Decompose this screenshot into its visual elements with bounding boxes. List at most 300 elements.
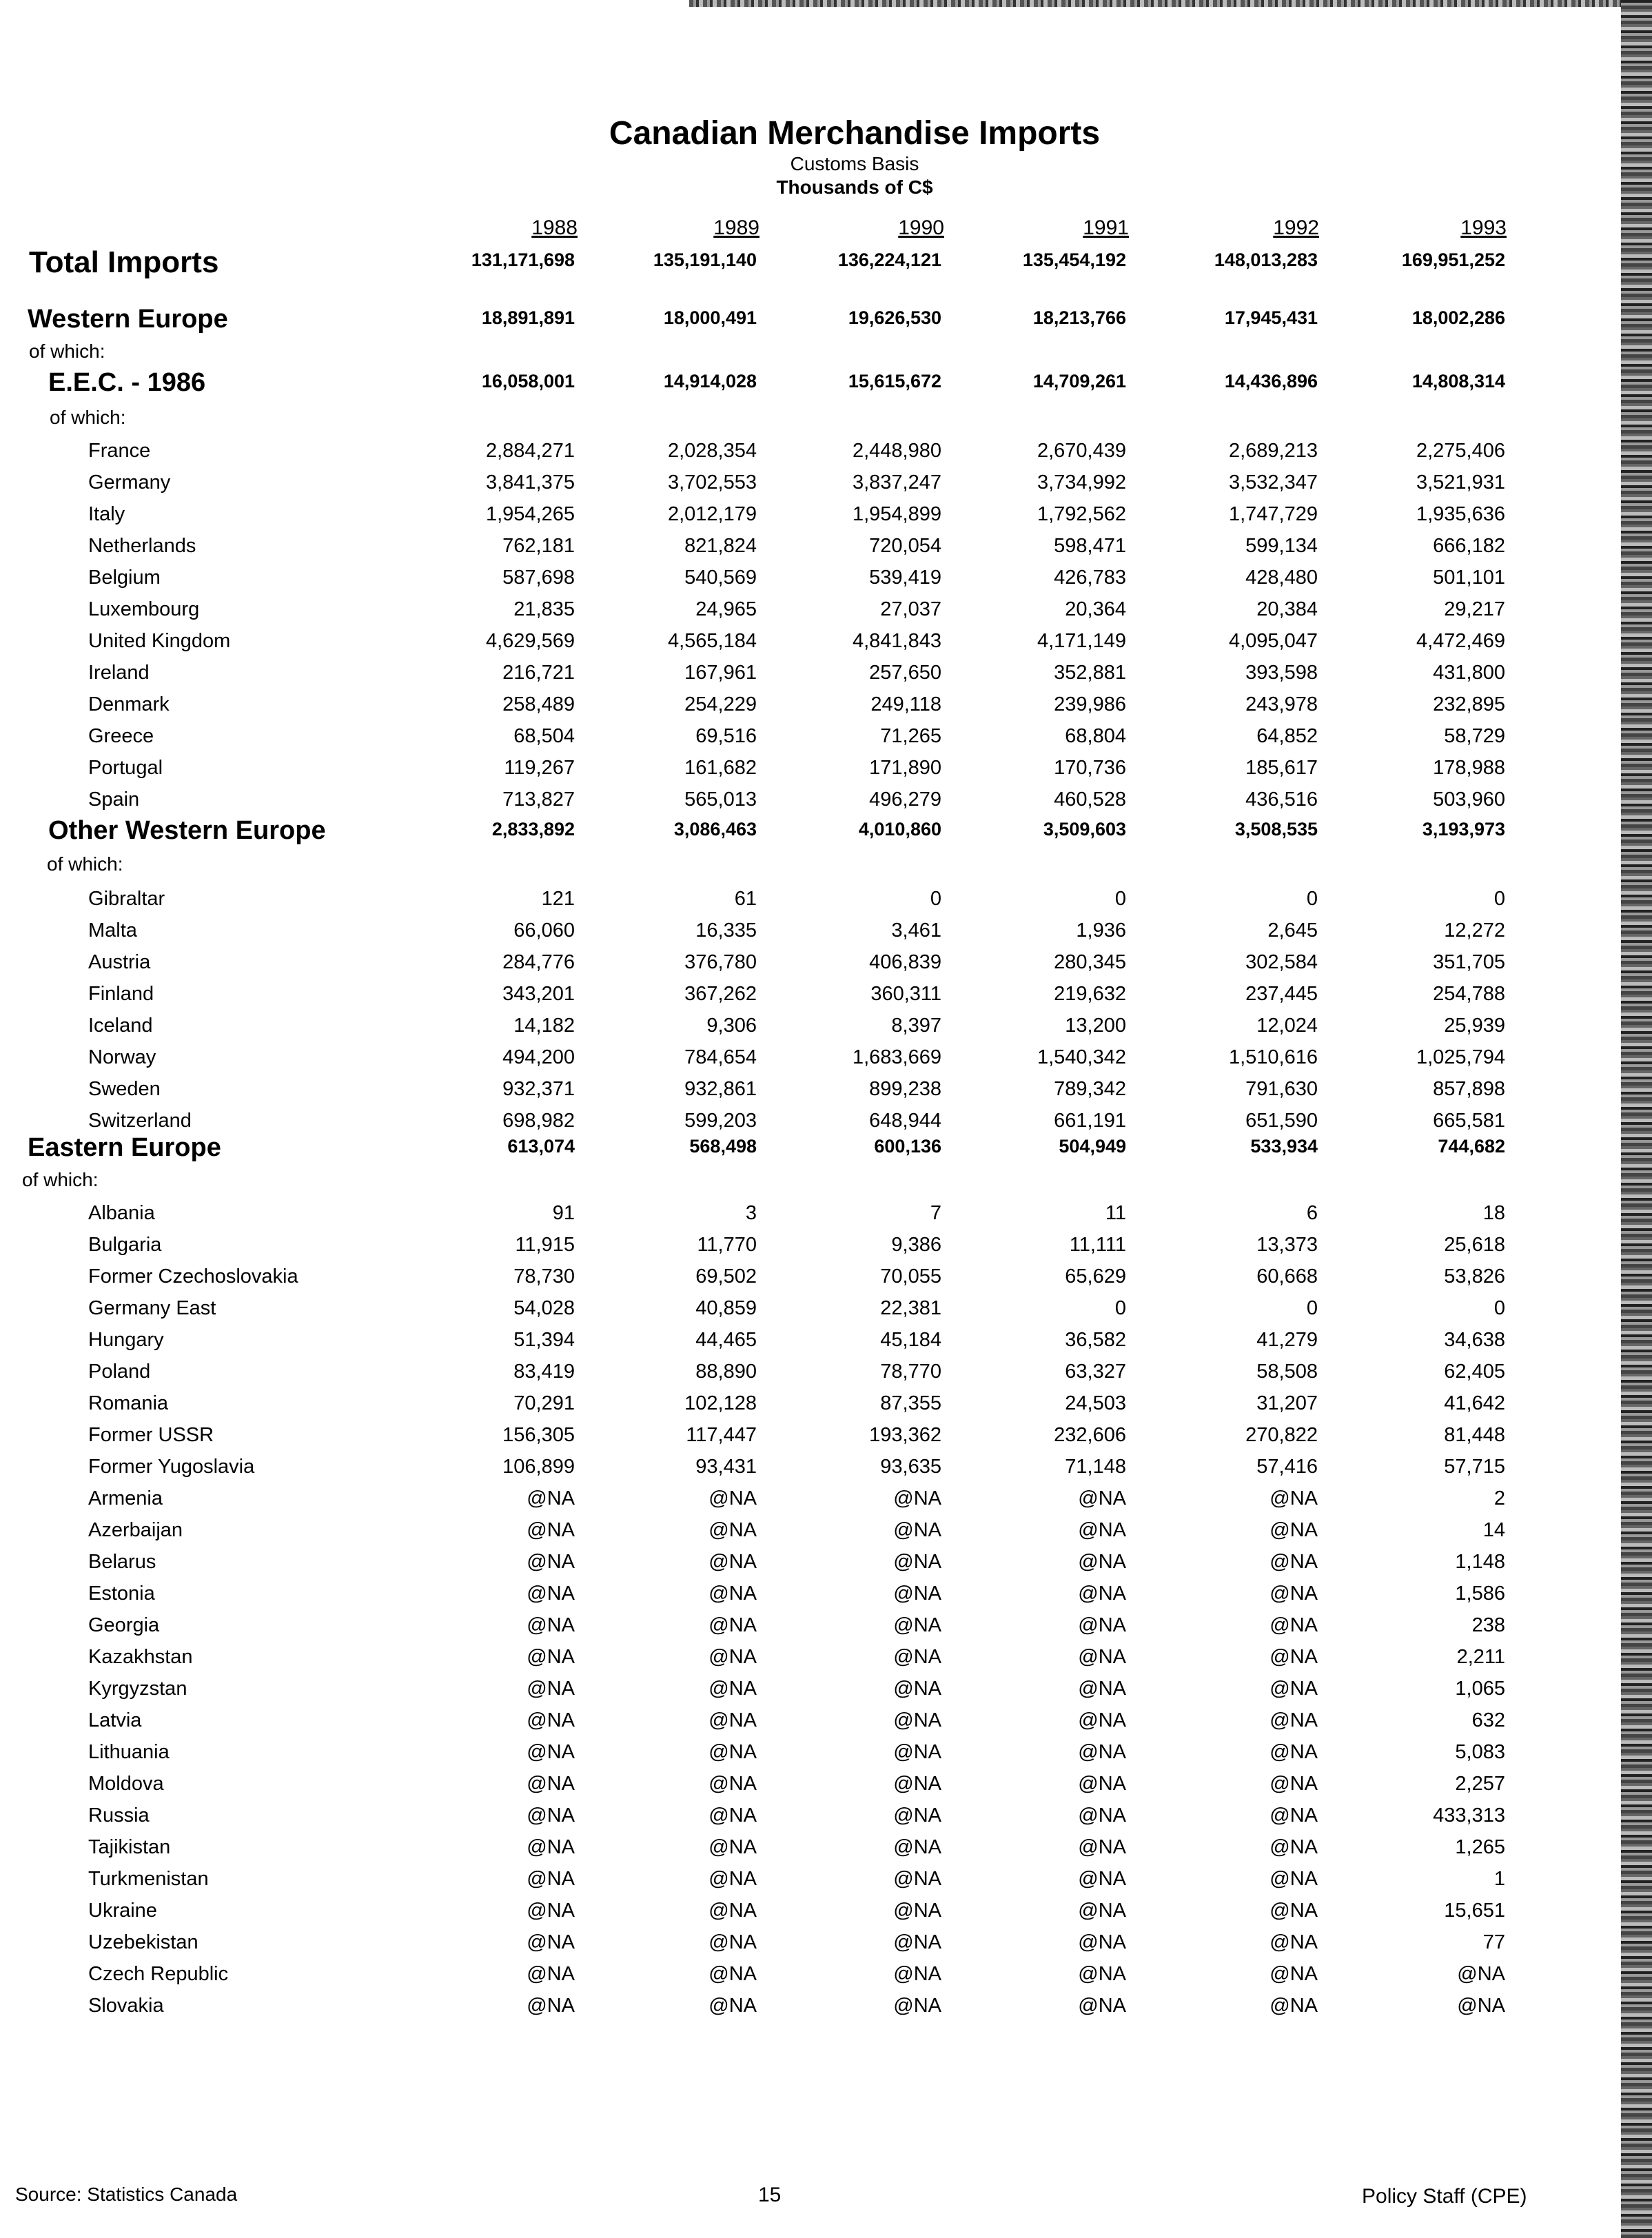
row-label: Bulgaria <box>88 1234 162 1256</box>
country-row-slovakia <box>0 1995 1652 2025</box>
value-1989: @NA <box>708 1900 757 1922</box>
country-row-malta <box>0 919 1652 950</box>
row-label: France <box>88 440 151 462</box>
value-1991: @NA <box>1078 1678 1126 1700</box>
value-1988: @NA <box>527 1804 575 1827</box>
value-1991: 1,540,342 <box>1037 1046 1126 1068</box>
value-1993: 34,638 <box>1444 1329 1505 1351</box>
value-1990: 720,054 <box>869 535 941 557</box>
value-1991: @NA <box>1078 1551 1126 1573</box>
value-1988: 14,182 <box>513 1015 575 1037</box>
value-1990: @NA <box>893 1868 941 1890</box>
row-label: Georgia <box>88 1614 160 1636</box>
row-label: Germany East <box>88 1297 216 1319</box>
value-1990: @NA <box>893 1900 941 1922</box>
value-1989: @NA <box>708 1868 757 1890</box>
value-1990: 7 <box>930 1202 941 1224</box>
value-1990: @NA <box>893 1646 941 1668</box>
country-row-armenia <box>0 1487 1652 1518</box>
value-1988: @NA <box>527 1614 575 1636</box>
of-which-note: of which: <box>50 407 126 428</box>
value-1993: 2,211 <box>1456 1646 1505 1668</box>
value-1991: @NA <box>1078 1963 1126 1985</box>
value-1993: 5,083 <box>1455 1741 1505 1763</box>
value-1992: 6 <box>1306 1202 1318 1224</box>
value-1992: @NA <box>1269 1678 1318 1700</box>
year-header-1989: 1989 <box>713 216 759 239</box>
value-1988: 119,267 <box>504 757 575 779</box>
value-1989: @NA <box>708 1646 757 1668</box>
value-1988: 21,835 <box>513 598 575 620</box>
value-1992: @NA <box>1269 1868 1318 1890</box>
value-1991: 460,528 <box>1054 789 1126 811</box>
value-1989: @NA <box>708 1995 757 2017</box>
value-1992: @NA <box>1269 1487 1318 1509</box>
value-1993: 1,025,794 <box>1416 1046 1505 1068</box>
value-1992: 20,384 <box>1256 598 1318 620</box>
value-1992: 302,584 <box>1245 951 1318 973</box>
country-row-former-ussr <box>0 1424 1652 1454</box>
value-1989: 254,229 <box>684 693 757 715</box>
value-1988: @NA <box>527 1519 575 1541</box>
value-1988: @NA <box>527 1963 575 1985</box>
value-1993: 1,148 <box>1455 1551 1505 1573</box>
value-1992: @NA <box>1269 1900 1318 1922</box>
value-1993: 3,521,931 <box>1416 471 1505 494</box>
value-1993: 665,581 <box>1433 1110 1505 1132</box>
value-1989: @NA <box>708 1931 757 1953</box>
value-1990: 71,265 <box>880 725 941 747</box>
row-label: Iceland <box>88 1015 153 1037</box>
value-1988: @NA <box>527 1900 575 1922</box>
country-row-sweden <box>0 1078 1652 1108</box>
row-label: Poland <box>88 1361 151 1383</box>
row-label: Belarus <box>88 1551 156 1573</box>
row-label: Greece <box>88 725 154 747</box>
row-label: Kazakhstan <box>88 1646 193 1668</box>
value-1991: 219,632 <box>1054 983 1126 1005</box>
country-row-azerbaijan <box>0 1519 1652 1549</box>
value-1993: 0 <box>1493 1297 1505 1319</box>
value-1989: 3,086,463 <box>673 819 757 840</box>
value-1992: @NA <box>1269 1519 1318 1541</box>
value-1989: 161,682 <box>684 757 757 779</box>
value-1988: @NA <box>527 1995 575 2017</box>
value-1992: 599,134 <box>1245 535 1318 557</box>
value-1988: 1,954,265 <box>485 503 575 525</box>
value-1990: @NA <box>893 1804 941 1827</box>
value-1992: 185,617 <box>1245 757 1318 779</box>
value-1991: @NA <box>1078 1900 1126 1922</box>
value-1993: 41,642 <box>1444 1392 1505 1414</box>
country-row-united-kingdom <box>0 630 1652 660</box>
country-row-tajikistan <box>0 1836 1652 1866</box>
country-row-turkmenistan <box>0 1868 1652 1898</box>
value-1991: 20,364 <box>1065 598 1126 620</box>
value-1992: @NA <box>1269 1995 1318 2017</box>
value-1993: 857,898 <box>1433 1078 1505 1100</box>
value-1993: 0 <box>1493 888 1505 910</box>
value-1990: @NA <box>893 1709 941 1731</box>
value-1989: @NA <box>708 1741 757 1763</box>
value-1992: 14,436,896 <box>1224 371 1318 391</box>
value-1990: 1,954,899 <box>852 503 941 525</box>
row-label: Western Europe <box>28 305 228 334</box>
value-1990: 3,461 <box>891 919 941 942</box>
row-label: Turkmenistan <box>88 1868 209 1890</box>
value-1990: @NA <box>893 1614 941 1636</box>
value-1991: 3,509,603 <box>1043 819 1126 840</box>
row-label: Finland <box>88 983 154 1005</box>
value-1992: @NA <box>1269 1741 1318 1763</box>
value-1989: @NA <box>708 1709 757 1731</box>
row-label: Luxembourg <box>88 598 200 620</box>
value-1992: 13,373 <box>1256 1234 1318 1256</box>
value-1991: @NA <box>1078 1931 1126 1953</box>
value-1990: 4,841,843 <box>852 630 941 652</box>
value-1990: 70,055 <box>880 1265 941 1288</box>
value-1988: @NA <box>527 1678 575 1700</box>
value-1992: @NA <box>1269 1614 1318 1636</box>
row-label: Switzerland <box>88 1110 192 1132</box>
value-1990: 539,419 <box>869 567 941 589</box>
value-1990: @NA <box>893 1741 941 1763</box>
value-1990: @NA <box>893 1487 941 1509</box>
value-1990: 2,448,980 <box>852 440 941 462</box>
value-1990: @NA <box>893 1519 941 1541</box>
value-1991: @NA <box>1078 1709 1126 1731</box>
row-label: Ireland <box>88 662 150 684</box>
row-label: Ukraine <box>88 1900 157 1922</box>
country-row-luxembourg <box>0 598 1652 629</box>
value-1991: @NA <box>1078 1836 1126 1858</box>
row-label: E.E.C. - 1986 <box>48 368 206 397</box>
row-label: Malta <box>88 919 137 942</box>
value-1988: 762,181 <box>502 535 575 557</box>
row-label: Sweden <box>88 1078 161 1100</box>
country-row-kazakhstan <box>0 1646 1652 1676</box>
page-subtitle-basis: Customs Basis <box>790 153 919 174</box>
value-1988: 284,776 <box>502 951 575 973</box>
value-1990: 360,311 <box>870 983 941 1005</box>
value-1992: @NA <box>1269 1963 1318 1985</box>
value-1988: 2,884,271 <box>485 440 575 462</box>
total-row-total-imports <box>0 245 1652 280</box>
value-1991: @NA <box>1078 1741 1126 1763</box>
value-1989: 9,306 <box>706 1015 757 1037</box>
value-1988: 16,058,001 <box>481 371 575 391</box>
value-1992: 3,508,535 <box>1234 819 1318 840</box>
country-row-germany-east <box>0 1297 1652 1327</box>
value-1989: 784,654 <box>684 1046 757 1068</box>
value-1991: @NA <box>1078 1995 1126 2017</box>
row-label: Uzebekistan <box>88 1931 198 1953</box>
value-1993: 2,275,406 <box>1416 440 1505 462</box>
row-label: Belgium <box>88 567 161 589</box>
country-row-belgium <box>0 567 1652 597</box>
year-header-1990: 1990 <box>898 216 944 239</box>
value-1993: 62,405 <box>1444 1361 1505 1383</box>
value-1991: 661,191 <box>1054 1110 1126 1132</box>
row-label: Kyrgyzstan <box>88 1678 187 1700</box>
row-label: Norway <box>88 1046 156 1068</box>
value-1993: 25,618 <box>1444 1234 1505 1256</box>
row-label: Lithuania <box>88 1741 170 1763</box>
value-1992: @NA <box>1269 1773 1318 1795</box>
row-label: United Kingdom <box>88 630 231 652</box>
value-1993: 1,586 <box>1455 1583 1505 1605</box>
value-1991: @NA <box>1078 1773 1126 1795</box>
value-1988: 131,171,698 <box>471 250 575 270</box>
country-row-uzebekistan <box>0 1931 1652 1962</box>
value-1992: 0 <box>1306 888 1318 910</box>
value-1990: 496,279 <box>869 789 941 811</box>
country-row-netherlands <box>0 535 1652 565</box>
value-1988: @NA <box>527 1551 575 1573</box>
country-row-denmark <box>0 693 1652 724</box>
value-1991: 68,804 <box>1065 725 1126 747</box>
value-1993: 81,448 <box>1444 1424 1505 1446</box>
country-row-former-czechoslovakia <box>0 1265 1652 1296</box>
total-row-eastern-europe <box>0 1133 1652 1166</box>
value-1993: 77 <box>1482 1931 1505 1953</box>
value-1991: 2,670,439 <box>1037 440 1126 462</box>
value-1993: 2 <box>1493 1487 1505 1509</box>
value-1988: 3,841,375 <box>485 471 575 494</box>
value-1992: 148,013,283 <box>1214 250 1318 270</box>
country-row-finland <box>0 983 1652 1013</box>
value-1992: @NA <box>1269 1931 1318 1953</box>
of-which-note: of which: <box>47 853 123 875</box>
row-label: Azerbaijan <box>88 1519 183 1541</box>
value-1992: @NA <box>1269 1646 1318 1668</box>
row-label: Italy <box>88 503 125 525</box>
value-1993: 2,257 <box>1455 1773 1505 1795</box>
value-1990: 4,010,860 <box>858 819 941 840</box>
row-label: Estonia <box>88 1583 155 1605</box>
value-1988: 156,305 <box>502 1424 575 1446</box>
value-1991: 170,736 <box>1054 757 1126 779</box>
value-1990: 171,890 <box>869 757 941 779</box>
value-1989: @NA <box>708 1583 757 1605</box>
value-1991: 239,986 <box>1054 693 1126 715</box>
country-row-italy <box>0 503 1652 533</box>
value-1992: 17,945,431 <box>1224 307 1318 328</box>
total-row-western-europe <box>0 307 1652 338</box>
value-1990: 193,362 <box>869 1424 941 1446</box>
value-1988: @NA <box>527 1583 575 1605</box>
value-1990: @NA <box>893 1551 941 1573</box>
of-which-note: of which: <box>22 1169 99 1190</box>
value-1993: 433,313 <box>1433 1804 1505 1827</box>
value-1992: 651,590 <box>1245 1110 1318 1132</box>
country-row-ukraine <box>0 1900 1652 1930</box>
value-1993: 4,472,469 <box>1416 630 1505 652</box>
footer-office: Policy Staff (CPE) <box>1362 2185 1527 2208</box>
value-1989: 2,012,179 <box>667 503 757 525</box>
value-1991: @NA <box>1078 1614 1126 1636</box>
value-1988: 54,028 <box>513 1297 575 1319</box>
value-1989: 40,859 <box>695 1297 757 1319</box>
value-1989: 18,000,491 <box>663 307 757 328</box>
value-1993: 169,951,252 <box>1401 250 1505 270</box>
value-1991: 426,783 <box>1054 567 1126 589</box>
value-1989: 102,128 <box>684 1392 757 1414</box>
row-label: Netherlands <box>88 535 196 557</box>
value-1988: 4,629,569 <box>485 630 575 652</box>
country-row-estonia <box>0 1583 1652 1613</box>
country-row-latvia <box>0 1709 1652 1740</box>
value-1993: 1,065 <box>1455 1678 1505 1700</box>
value-1990: 899,238 <box>869 1078 941 1100</box>
country-row-germany <box>0 471 1652 502</box>
page-title: Canadian Merchandise Imports <box>609 115 1101 152</box>
value-1992: 243,978 <box>1245 693 1318 715</box>
value-1993: 14,808,314 <box>1411 371 1505 391</box>
value-1990: 1,683,669 <box>852 1046 941 1068</box>
value-1990: @NA <box>893 1995 941 2017</box>
value-1989: @NA <box>708 1519 757 1541</box>
value-1988: 70,291 <box>513 1392 575 1414</box>
value-1988: 78,730 <box>513 1265 575 1288</box>
total-row-e-e-c-1986 <box>0 368 1652 401</box>
value-1988: 613,074 <box>507 1136 575 1157</box>
value-1991: 1,936 <box>1076 919 1126 942</box>
value-1992: 12,024 <box>1256 1015 1318 1037</box>
value-1989: 568,498 <box>689 1136 757 1157</box>
value-1988: 106,899 <box>502 1456 575 1478</box>
value-1993: 503,960 <box>1433 789 1505 811</box>
value-1993: 1,935,636 <box>1416 503 1505 525</box>
value-1992: @NA <box>1269 1836 1318 1858</box>
value-1989: 167,961 <box>684 662 757 684</box>
country-row-bulgaria <box>0 1234 1652 1264</box>
country-row-spain <box>0 789 1652 819</box>
row-label: Romania <box>88 1392 169 1414</box>
row-label: Other Western Europe <box>48 816 326 845</box>
value-1988: @NA <box>527 1646 575 1668</box>
value-1990: @NA <box>893 1836 941 1858</box>
row-label: Slovakia <box>88 1995 164 2017</box>
value-1992: 2,689,213 <box>1228 440 1318 462</box>
year-header-1992: 1992 <box>1273 216 1319 239</box>
value-1993: 18,002,286 <box>1411 307 1505 328</box>
value-1989: @NA <box>708 1963 757 1985</box>
value-1991: @NA <box>1078 1804 1126 1827</box>
value-1991: 135,454,192 <box>1022 250 1126 270</box>
footer-page-number: 15 <box>758 2184 782 2206</box>
value-1989: 11,770 <box>697 1234 757 1256</box>
row-label: Former Yugoslavia <box>88 1456 255 1478</box>
value-1989: @NA <box>708 1551 757 1573</box>
country-row-moldova <box>0 1773 1652 1803</box>
row-label: Former Czechoslovakia <box>88 1265 298 1288</box>
value-1989: 135,191,140 <box>653 250 757 270</box>
value-1991: 71,148 <box>1065 1456 1126 1478</box>
value-1991: 3,734,992 <box>1037 471 1126 494</box>
value-1992: 791,630 <box>1245 1078 1318 1100</box>
value-1989: 2,028,354 <box>667 440 757 462</box>
row-label: Spain <box>88 789 140 811</box>
value-1990: 8,397 <box>891 1015 941 1037</box>
value-1988: 91 <box>552 1202 575 1224</box>
value-1990: @NA <box>893 1678 941 1700</box>
value-1990: @NA <box>893 1583 941 1605</box>
value-1990: 22,381 <box>880 1297 941 1319</box>
value-1988: @NA <box>527 1773 575 1795</box>
value-1993: 232,895 <box>1433 693 1505 715</box>
value-1992: 1,747,729 <box>1228 503 1318 525</box>
value-1990: 648,944 <box>869 1110 941 1132</box>
year-header-1991: 1991 <box>1083 216 1129 239</box>
value-1992: 2,645 <box>1267 919 1318 942</box>
value-1991: 11 <box>1105 1202 1126 1224</box>
value-1989: @NA <box>708 1678 757 1700</box>
value-1993: 18 <box>1482 1202 1505 1224</box>
value-1989: 3 <box>745 1202 757 1224</box>
value-1989: @NA <box>708 1836 757 1858</box>
value-1991: 1,792,562 <box>1037 503 1126 525</box>
value-1991: @NA <box>1078 1868 1126 1890</box>
value-1990: 87,355 <box>880 1392 941 1414</box>
country-row-hungary <box>0 1329 1652 1359</box>
row-label: Hungary <box>88 1329 164 1351</box>
value-1990: 78,770 <box>880 1361 941 1383</box>
value-1991: 14,709,261 <box>1032 371 1126 391</box>
value-1990: 3,837,247 <box>852 471 941 494</box>
value-1991: 232,606 <box>1054 1424 1126 1446</box>
value-1989: 69,502 <box>695 1265 757 1288</box>
value-1991: 63,327 <box>1065 1361 1126 1383</box>
row-label: Latvia <box>88 1709 142 1731</box>
country-row-czech-republic <box>0 1963 1652 1993</box>
value-1992: 270,822 <box>1245 1424 1318 1446</box>
row-label: Tajikistan <box>88 1836 171 1858</box>
value-1991: @NA <box>1078 1487 1126 1509</box>
year-header-1993: 1993 <box>1460 216 1507 239</box>
value-1991: 11,111 <box>1069 1234 1126 1256</box>
value-1988: 216,721 <box>502 662 575 684</box>
value-1993: 12,272 <box>1444 919 1505 942</box>
value-1991: 65,629 <box>1065 1265 1126 1288</box>
row-label: Gibraltar <box>88 888 165 910</box>
country-row-norway <box>0 1046 1652 1077</box>
value-1990: 600,136 <box>874 1136 941 1157</box>
footer-source: Source: Statistics Canada <box>15 2184 238 2205</box>
year-header-1988: 1988 <box>531 216 578 239</box>
value-1989: 117,447 <box>686 1424 757 1446</box>
value-1989: 16,335 <box>695 919 757 942</box>
country-row-greece <box>0 725 1652 755</box>
value-1993: 53,826 <box>1444 1265 1505 1288</box>
value-1989: @NA <box>708 1487 757 1509</box>
value-1989: 88,890 <box>695 1361 757 1383</box>
value-1989: 565,013 <box>684 789 757 811</box>
value-1989: 14,914,028 <box>663 371 757 391</box>
value-1989: 821,824 <box>684 535 757 557</box>
value-1993: 1 <box>1493 1868 1505 1890</box>
value-1991: 36,582 <box>1065 1329 1126 1351</box>
value-1991: 4,171,149 <box>1037 630 1126 652</box>
value-1993: 632 <box>1471 1709 1505 1731</box>
value-1989: 3,702,553 <box>667 471 757 494</box>
value-1989: 61 <box>734 888 757 910</box>
value-1993: @NA <box>1457 1995 1505 2017</box>
value-1988: 121 <box>541 888 575 910</box>
value-1989: 24,965 <box>695 598 757 620</box>
value-1992: 3,532,347 <box>1228 471 1318 494</box>
row-label: Armenia <box>88 1487 163 1509</box>
